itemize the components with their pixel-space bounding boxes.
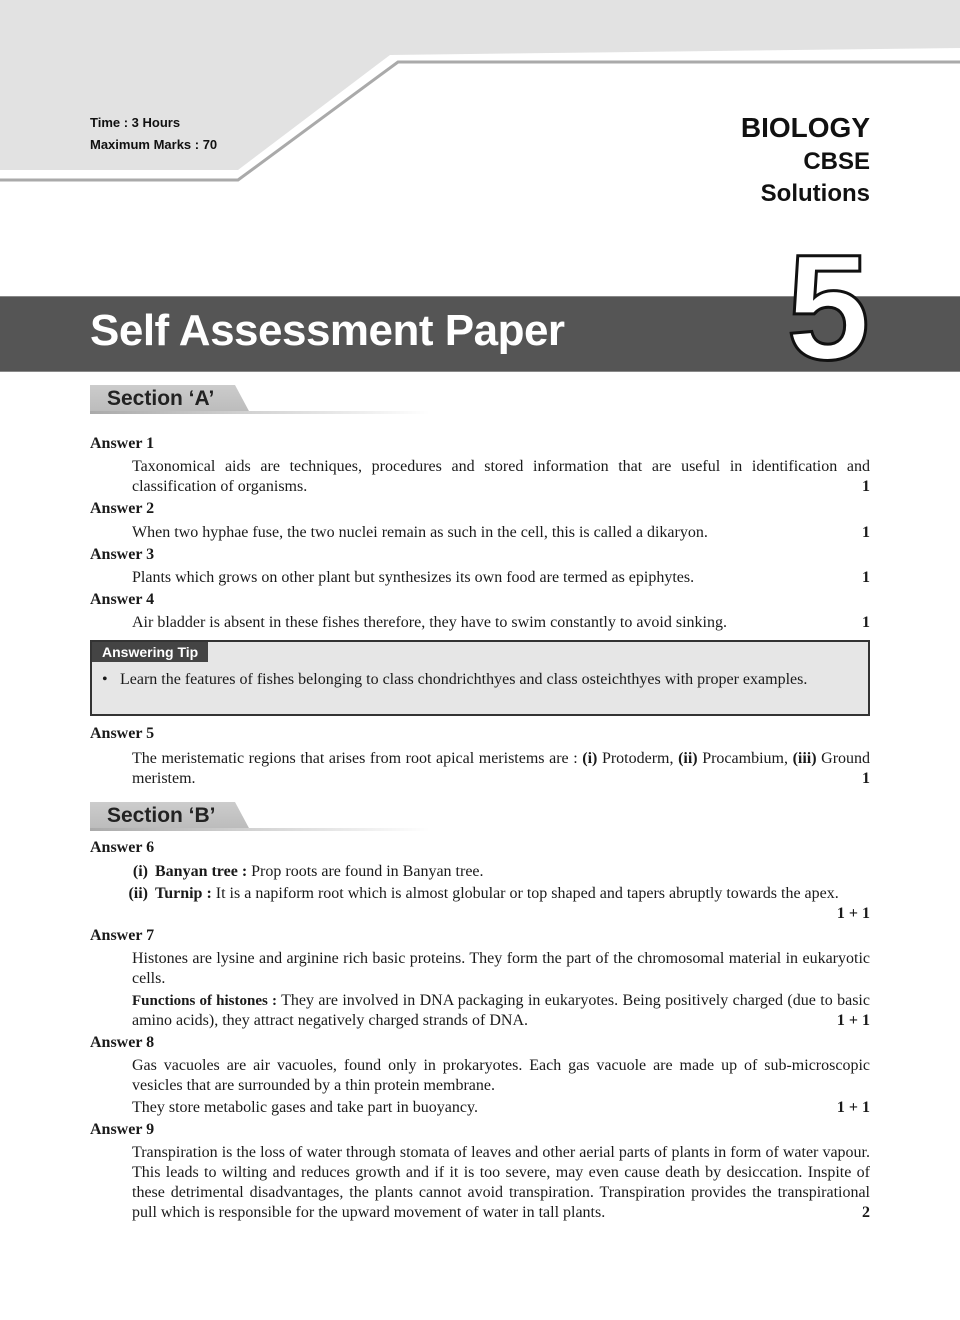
marks: 1 [862,524,870,541]
subject-title: BIOLOGY [740,112,870,143]
answer-8-label: Answer 8 [90,1034,155,1051]
answer-2-label: Answer 2 [90,500,155,517]
answer-9-text: Transpiration is the loss of water through stomata of leaves and other aerial parts of plants in form of water vapour. This leads to wilting and reduces growth and if it is too severe, may even cause death by desiccation. Inspite of these detrimental disadvantages, the plants cannot avoid transpiration. Transpiration provides the transpirational pull which is responsible for the upward movement of water in tall plants. 2 [132,1144,870,1221]
answer-7-text: Histones are lysine and arginine rich basic proteins. They form the part of the chromosomal material in eukaryotic cells. [132,950,870,987]
marks: 1 [862,614,870,631]
answer-7-functions: Functions of histones : They are involved in DNA packaging in eukaryotes. Being positively charged (due to basic amino acids), they attract negatively charged strands of DNA. 1 + 1 [132,992,870,1029]
answer-5-text: The meristematic regions that arises from root apical meristems are : (i) Protoderm, (ii) Procambium, (iii) Ground meristem. 1 [132,750,871,787]
answer-2-text: When two hyphae fuse, the two nuclei remain as such in the cell, this is called a dikaryon. 1 [132,524,870,541]
solutions-title: Solutions [760,180,870,207]
answer-8-text: Gas vacuoles are air vacuoles, found only in prokaryotes. Each gas vacuole are made up of sub-microscopic vesicles that are surrounded by a thin protein membrane. [132,1057,870,1094]
marks: 1 [862,569,870,586]
answer-3-text: Plants which grows on other plant but synthesizes its own food are termed as epiphytes. 1 [132,569,870,586]
marks: 2 [862,1204,870,1221]
answer-6-label: Answer 6 [90,839,155,856]
marks: 1 + 1 [836,905,870,922]
answering-tip-text: Learn the features of fishes belonging to class chondrichthyes and class osteichthyes with proper examples. [120,671,808,688]
answer-3-label: Answer 3 [90,546,155,563]
paper-number: 5 [786,223,870,391]
time-label: Time : 3 Hours [90,115,181,130]
answering-tip-box [90,640,870,716]
max-marks-label: Maximum Marks : 70 [90,137,218,152]
board-title: CBSE [803,148,870,175]
bullet-icon: • [102,671,108,688]
answer-7-label: Answer 7 [90,927,155,944]
answer-6-item-ii: (ii) Turnip : It is a napiform root which is almost globular or top shaped and tapers abruptly towards the apex. 1 + 1 [128,885,870,922]
answer-5-label: Answer 5 [90,725,155,742]
section-b-heading: Section ‘B’ [90,802,430,832]
answer-9-label: Answer 9 [90,1121,155,1138]
answer-6-item-i: (i) Banyan tree : Prop roots are found in Banyan tree. [132,863,484,880]
marks: 1 + 1 [836,1099,870,1116]
answer-4-text: Air bladder is absent in these fishes therefore, they have to swim constantly to avoid sinking. 1 [132,614,870,631]
marks: 1 [862,770,870,787]
answer-1-text: Taxonomical aids are techniques, procedures and stored information that are useful in identification and classification of organisms. 1 [132,458,870,495]
answer-8-text-2: They store metabolic gases and take part in buoyancy. 1 + 1 [132,1099,870,1116]
answer-4-label: Answer 4 [90,591,155,608]
marks: 1 + 1 [836,1012,870,1029]
marks: 1 [862,478,870,495]
page-title: Self Assessment Paper [90,306,565,355]
answer-1-label: Answer 1 [90,435,155,452]
answering-tip-heading: Answering Tip [92,642,208,662]
section-a-heading: Section ‘A’ [90,385,430,415]
